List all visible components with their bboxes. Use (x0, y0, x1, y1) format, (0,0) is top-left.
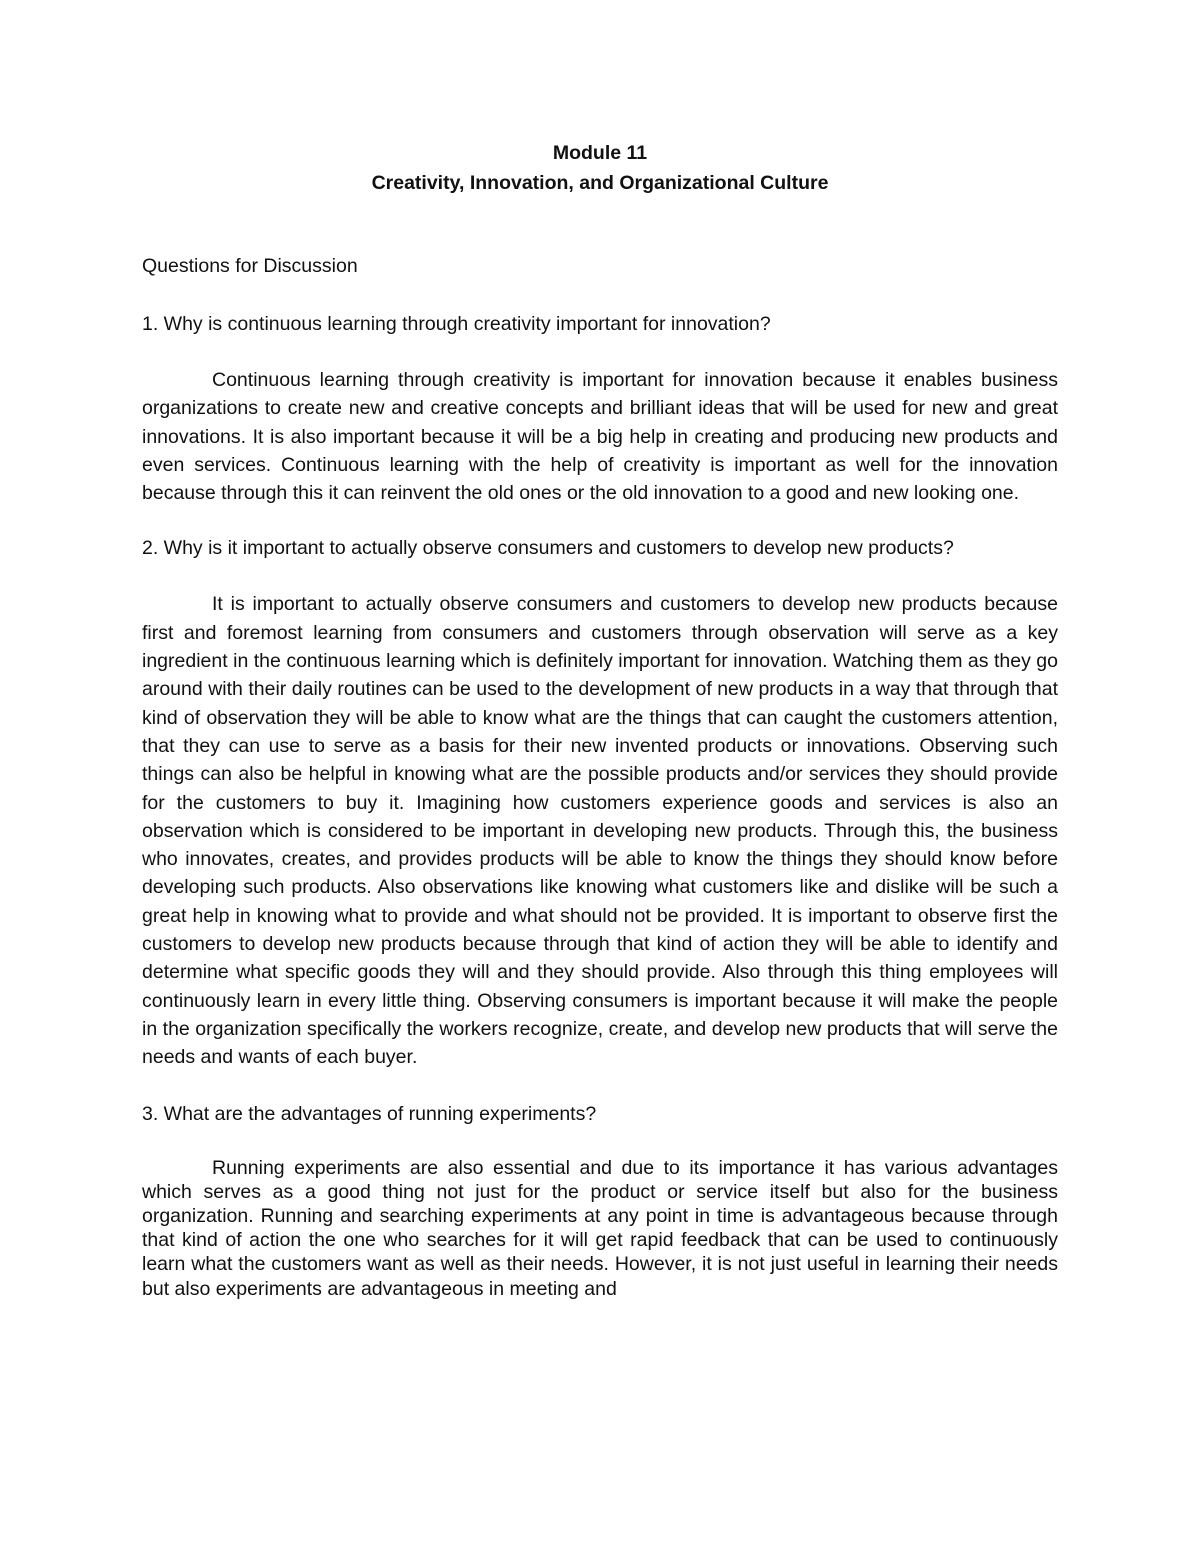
module-title: Module 11 (552, 142, 648, 164)
answer-3: Running experiments are also essential and due to its importance it has various advantages which serves as a good thing not just for the product or service itself but also for the business organization. Running and searching experiments at any point in time is advantageous because through that kind of action the one who searches for it will get rapid feedback that can be used to continuously learn what the customers want as well as their needs. However, it is not just useful in learning their needs but also experiments are advantageous in meeting and (142, 1156, 1058, 1300)
module-subtitle: Creativity, Innovation, and Organizational Culture (371, 172, 829, 194)
section-heading: Questions for Discussion (142, 255, 358, 277)
title-block (142, 138, 1058, 198)
question-3: 3. What are the advantages of running experiments? (142, 1102, 597, 1125)
answer-1: Continuous learning through creativity is important for innovation because it enables business organizations to create new and creative concepts and brilliant ideas that will be used for new and great innovations. It is also important because it will be a big help in creating and producing new products and even services. Continuous learning with the help of creativity is important as well for the innovation because through this it can reinvent the old ones or the old innovation to a good and new looking one. (142, 369, 1058, 505)
question-1: 1. Why is continuous learning through creativity important for innovation? (142, 313, 771, 335)
document-page (142, 138, 1058, 1301)
question-2: 2. Why is it important to actually observe consumers and customers to develop new products? (142, 537, 954, 560)
answer-2: It is important to actually observe consumers and customers to develop new products because first and foremost learning from consumers and customers through observation will serve as a key ingredient in the continuous learning which is definitely important for innovation. Watching them as they go around with their daily routines can be used to the development of new products in a way that through that kind of observation they will be able to know what are the things that can caught the customers attention, that they can use to serve as a basis for their new invented products or innovations. Observing such things can also be helpful in knowing what are the possible products and/or services they should provide for the customers to buy it. Imagining how customers experience goods and services is also an observation which is considered to be important in developing new products. Through this, the business who innovates, creates, and provides products will be able to know the things they should know before developing such products. Also observations like knowing what customers like and dislike will be such a great help in knowing what to provide and what should not be provided. It is important to observe first the customers to develop new products because through that kind of action they will be able to identify and determine what specific goods they will and they should provide. Also through this thing employees will continuously learn in every little thing. Observing consumers is important because it will make the people in the organization specifically the workers recognize, create, and develop new products that will serve the needs and wants of each buyer. (142, 593, 1058, 1069)
